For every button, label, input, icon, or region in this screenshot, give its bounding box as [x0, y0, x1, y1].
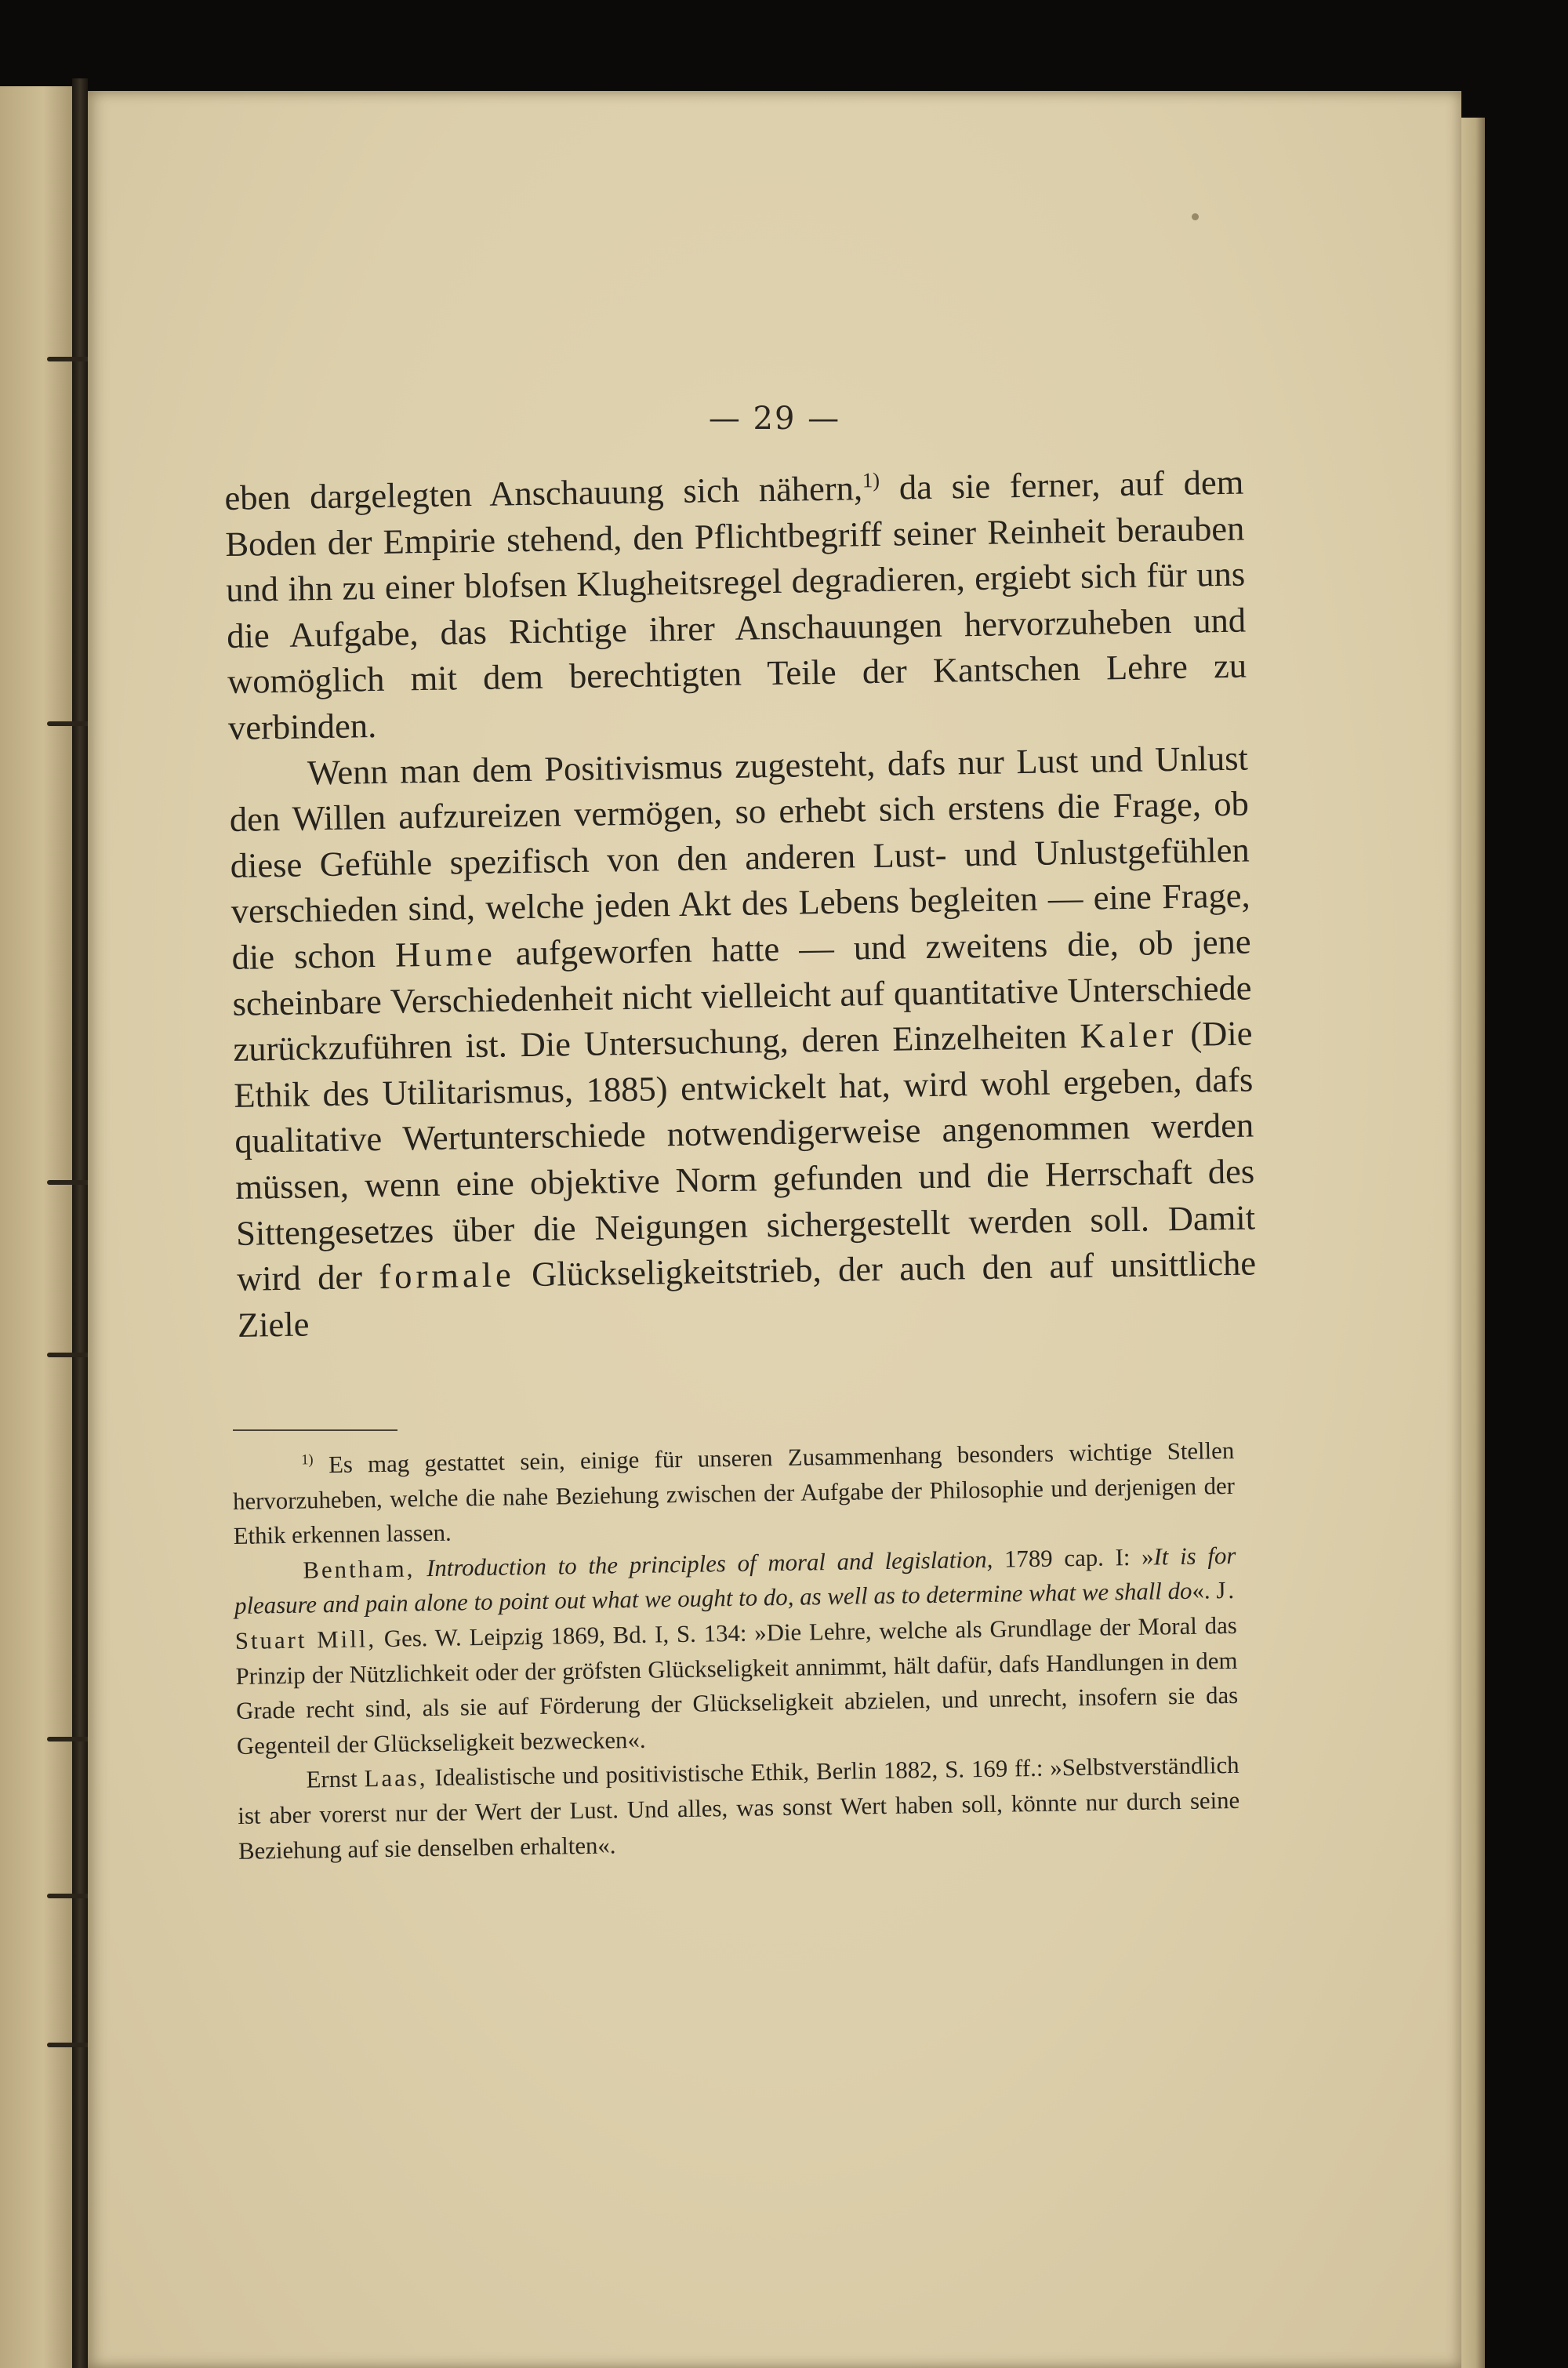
paragraph-2-text-b: aufgeworfen hatte — und zweitens die, ob jene scheinbare Verschiedenheit nicht vielleicht auf quantitative Unterschiede zurückzuführen ist. Die Untersuchung, deren Einzelheiten: [232, 921, 1252, 1070]
footnote-1-text: Es mag gestattet sein, einige für unseren Zusammenhang besonders wichtige Stellen hervorzuheben, welche die nahe Beziehung zwischen der Aufgabe der Philosophie und derjenigen der Ethik erkennen lassen.: [232, 1436, 1236, 1550]
main-text: [224, 459, 1257, 1349]
author-kaler: Kaler: [1080, 1015, 1178, 1056]
footnote-reference: 1): [862, 468, 880, 492]
book-page: [88, 91, 1461, 2368]
paragraph-2-text-a: Wenn man dem Positivismus zugesteht, dafs nur Lust und Unlust den Willen aufzureizen vermögen, so erhebt sich erstens die Frage, ob diese Gefühle spezifisch von den anderen Lust- und Unlustgefühlen verschieden sind, welche jeden Akt des Lebens begleiten — eine Frage, die schon: [229, 738, 1250, 977]
author-mill: J. Stuart Mill,: [234, 1577, 1237, 1654]
left-page-edge: [0, 86, 72, 2368]
term-formale: formale: [378, 1255, 516, 1297]
bentham-quote-close: «.: [1192, 1577, 1217, 1605]
paper-speck: [1192, 213, 1199, 220]
laas-quote: Idealistische und positivistische Ethik, Berlin 1882, S. 169 ff.: »Selbstverständlich ist aber vorerst nur der Wert der Lust. Und alles, was sonst Wert haben soll, könnte nur durch seine Beziehung auf sie denselben erhalten«.: [238, 1752, 1240, 1865]
laas-first-name: Ernst: [306, 1765, 358, 1793]
mill-quote: Ges. W. Leipzig 1869, Bd. I, S. 134: »Die Lehre, welche als Grundlage der Moral das Prinzip der Nützlichkeit oder der gröfsten Glückseligkeit annimmt, hält dafür, dafs Handlungen in dem Grade recht sind, als sie auf Förderung der Glückseligkeit abzielen, und unrecht, insofern sie das Gegenteil der Glückseligkeit bezwecken«.: [235, 1611, 1239, 1760]
author-laas: Laas,: [364, 1764, 428, 1792]
bentham-reference: 1789 cap. I: »: [993, 1543, 1154, 1573]
paragraph-2-text-c: (Die Ethik des Utilitarismus, 1885) entwickelt hat, wird wohl ergeben, dafs qualitative Wertunterschiede notwendigerweise angenommen werden müssen, wenn eine objektive Norm gefunden und die Herrschaft des Sittengesetzes über die Neigungen sichergestellt werden soll. Damit wird der: [234, 1013, 1256, 1298]
footnote-bentham-mill: [234, 1538, 1239, 1764]
paragraph-1-text: eben dargelegten Anschauung sich nähern,: [224, 468, 863, 518]
right-page-edge: [1461, 118, 1485, 2368]
footnote-separator: [233, 1429, 397, 1431]
book-binding: [72, 78, 88, 2368]
footnote-1: [232, 1433, 1236, 1554]
bentham-title: Introduction to the principles of moral and legislation,: [426, 1545, 993, 1582]
bentham-quote: It is for pleasure and pain alone to point out what we ought to do, as well as to determine what we shall do: [234, 1542, 1236, 1620]
paragraph-2: [229, 735, 1258, 1348]
footnotes: [232, 1433, 1240, 1869]
paragraph-1-rest: da sie ferner, auf dem Boden der Empirie stehend, den Pflichtbegriff seiner Reinheit berauben und ihn zu einer blofsen Klugheitsregel degradieren, ergiebt sich für uns die Aufgabe, das Richtige ihrer Anschauungen hervorzuheben und womöglich mit dem berechtigten Teile der Kantschen Lehre zu verbinden.: [224, 462, 1247, 747]
author-bentham: Bentham,: [303, 1555, 416, 1584]
footnote-laas: [237, 1748, 1240, 1869]
footnote-marker: 1): [301, 1451, 314, 1468]
paragraph-2-text-d: Glückseligkeitstrieb, der auch den auf unsittliche Ziele: [237, 1243, 1257, 1345]
paragraph-1: [224, 459, 1247, 751]
page-number: — 29 —: [708, 401, 841, 437]
author-hume: Hume: [394, 933, 497, 975]
